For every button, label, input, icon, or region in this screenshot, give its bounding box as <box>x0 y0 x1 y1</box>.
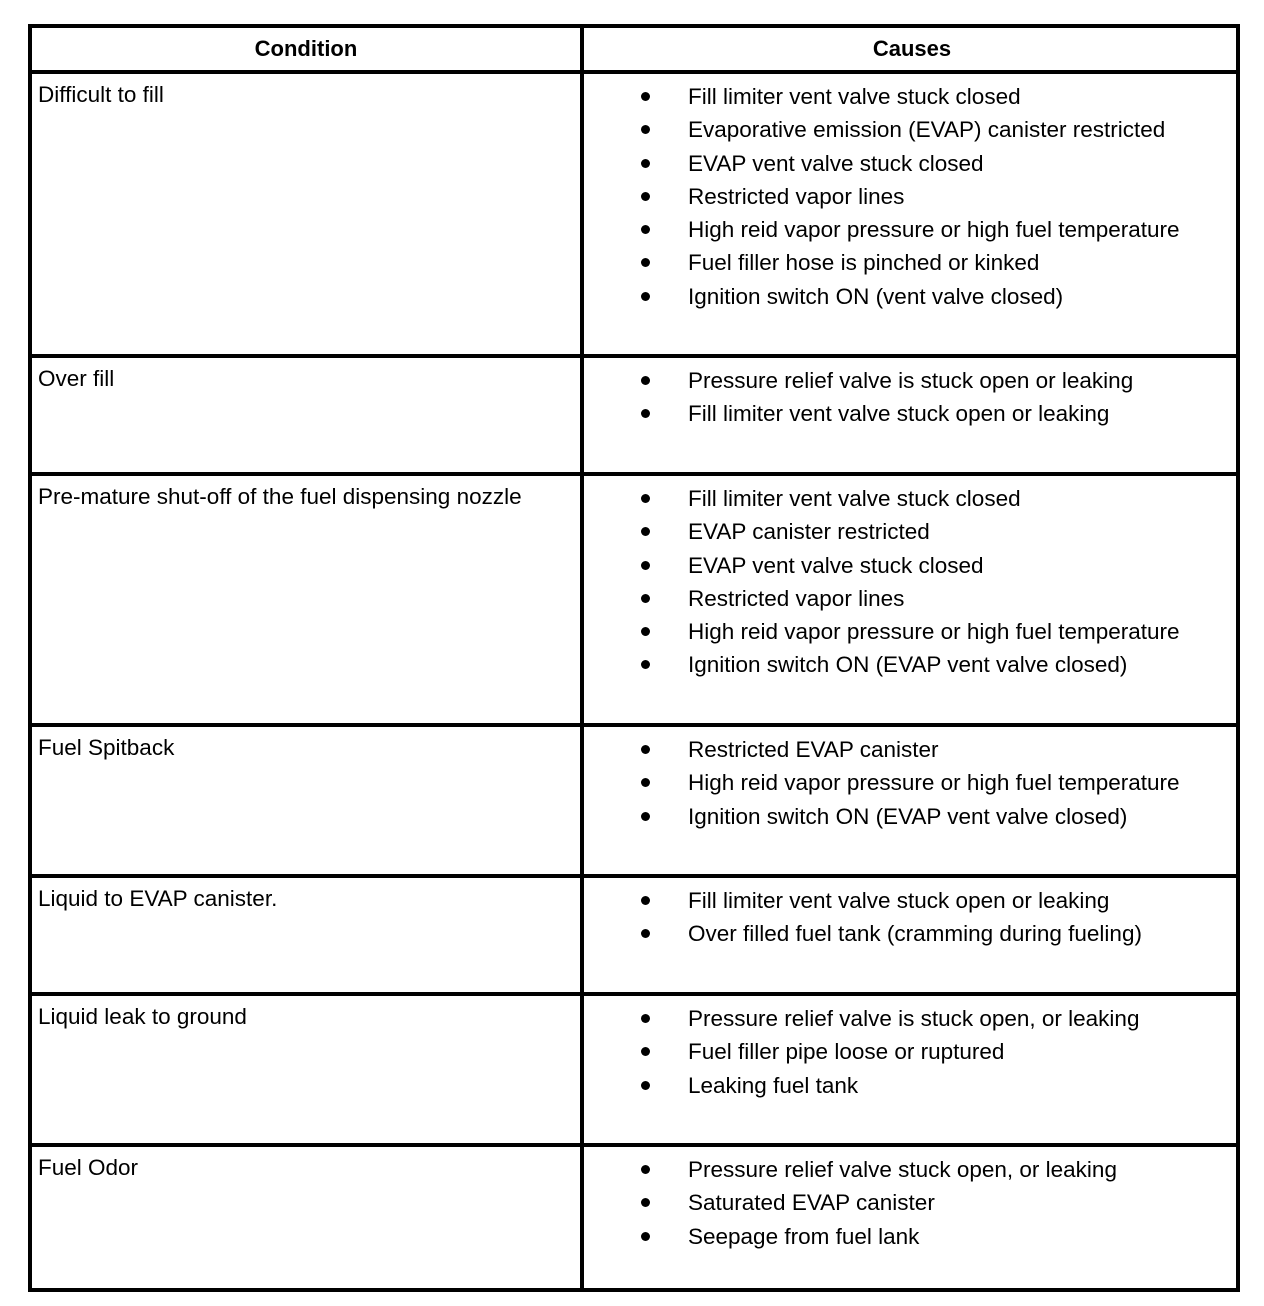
cause-item: Fill limiter vent valve stuck open or leaking <box>584 401 1133 434</box>
cause-item: Fuel filler pipe loose or ruptured <box>584 1039 1139 1072</box>
cause-item: Fuel filler hose is pinched or kinked <box>584 250 1180 283</box>
bullet-icon <box>641 376 650 385</box>
cause-item: Evaporative emission (EVAP) canister restricted <box>584 117 1180 150</box>
cause-item: High reid vapor pressure or high fuel temperature <box>584 619 1180 652</box>
table-row <box>32 874 1236 992</box>
condition-cell: Over fill <box>38 366 115 391</box>
cause-item: EVAP vent valve stuck closed <box>584 553 1180 586</box>
bullet-icon <box>641 778 650 787</box>
bullet-icon <box>641 258 650 267</box>
cause-item: Pressure relief valve is stuck open or leaking <box>584 368 1133 401</box>
cause-item: Ignition switch ON (EVAP vent valve closed) <box>584 652 1180 685</box>
cause-item: High reid vapor pressure or high fuel temperature <box>584 770 1180 803</box>
bullet-icon <box>641 1047 650 1056</box>
table-row <box>32 723 1236 874</box>
table-row <box>32 1143 1236 1288</box>
condition-cell: Liquid leak to ground <box>38 1004 247 1029</box>
bullet-icon <box>641 159 650 168</box>
bullet-icon <box>641 660 650 669</box>
cause-item: Leaking fuel tank <box>584 1073 1139 1106</box>
bullet-icon <box>641 561 650 570</box>
header-row <box>32 28 1236 70</box>
condition-cell: Pre-mature shut-off of the fuel dispensing nozzle <box>38 484 522 509</box>
bullet-icon <box>641 627 650 636</box>
header-condition: Condition <box>254 36 358 61</box>
causes-list <box>584 1006 1139 1106</box>
causes-list <box>584 737 1180 837</box>
cause-item: Restricted vapor lines <box>584 184 1180 217</box>
cause-item: Restricted EVAP canister <box>584 737 1180 770</box>
cause-item: Ignition switch ON (EVAP vent valve closed) <box>584 804 1180 837</box>
cause-item: High reid vapor pressure or high fuel temperature <box>584 217 1180 250</box>
bullet-icon <box>641 1165 650 1174</box>
condition-cell: Liquid to EVAP canister. <box>38 886 278 911</box>
bullet-icon <box>641 594 650 603</box>
causes-list <box>584 1157 1117 1257</box>
cause-item: EVAP vent valve stuck closed <box>584 151 1180 184</box>
header-causes: Causes <box>872 36 952 61</box>
cause-item: Pressure relief valve is stuck open, or leaking <box>584 1006 1139 1039</box>
causes-list <box>584 84 1180 317</box>
bullet-icon <box>641 192 650 201</box>
causes-table <box>28 24 1240 1292</box>
cause-item: Ignition switch ON (vent valve closed) <box>584 284 1180 317</box>
cause-item: Fill limiter vent valve stuck closed <box>584 486 1180 519</box>
table-row <box>32 354 1236 472</box>
cause-item: Seepage from fuel lank <box>584 1224 1117 1257</box>
condition-cell: Difficult to fill <box>38 82 164 107</box>
causes-list <box>584 888 1142 955</box>
bullet-icon <box>641 1198 650 1207</box>
bullet-icon <box>641 896 650 905</box>
cause-item: Saturated EVAP canister <box>584 1190 1117 1223</box>
table-row <box>32 70 1236 354</box>
bullet-icon <box>641 745 650 754</box>
cause-item: Fill limiter vent valve stuck open or leaking <box>584 888 1142 921</box>
bullet-icon <box>641 527 650 536</box>
bullet-icon <box>641 225 650 234</box>
bullet-icon <box>641 494 650 503</box>
bullet-icon <box>641 929 650 938</box>
condition-cell: Fuel Odor <box>38 1155 139 1180</box>
bullet-icon <box>641 1081 650 1090</box>
bullet-icon <box>641 409 650 418</box>
bullet-icon <box>641 125 650 134</box>
table-row <box>32 992 1236 1143</box>
bullet-icon <box>641 1014 650 1023</box>
bullet-icon <box>641 92 650 101</box>
table-row <box>32 472 1236 723</box>
causes-list <box>584 368 1133 435</box>
bullet-icon <box>641 1232 650 1241</box>
cause-item: Restricted vapor lines <box>584 586 1180 619</box>
cause-item: Pressure relief valve stuck open, or leaking <box>584 1157 1117 1190</box>
condition-cell: Fuel Spitback <box>38 735 175 760</box>
cause-item: Fill limiter vent valve stuck closed <box>584 84 1180 117</box>
cause-item: EVAP canister restricted <box>584 519 1180 552</box>
cause-item: Over filled fuel tank (cramming during fueling) <box>584 921 1142 954</box>
causes-list <box>584 486 1180 686</box>
bullet-icon <box>641 812 650 821</box>
bullet-icon <box>641 292 650 301</box>
